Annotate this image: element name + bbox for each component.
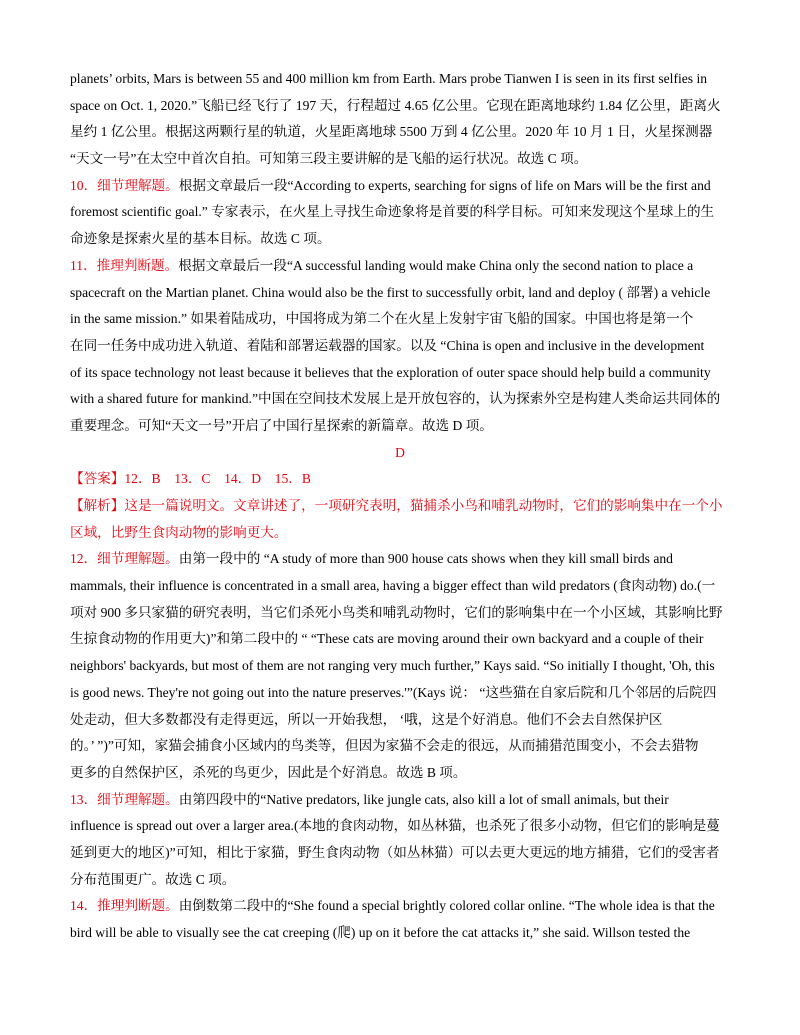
text-line [70, 146, 730, 173]
body-text: is good news. They're not going out into the nature preserves.'”(Kays 说： “这些猫在自家后院和几个邻居的后院四 [70, 684, 717, 700]
highlighted-text: 【解析】这是一篇说明文。文章讲述了，一项研究表明，猫捕杀小鸟和哺乳动物时，它们的影响集中在一个小 [70, 498, 723, 513]
text-line [70, 813, 730, 840]
body-text: 星约 1 亿公里。根据这两颗行星的轨道，火星距离地球 5500 万到 4 亿公里。2020 年 10 月 1 日，火星探测器 [70, 124, 713, 140]
text-line [70, 573, 730, 600]
text-line [70, 707, 730, 734]
body-text: spacecraft on the Martian planet. China would also be the first to successfully orbit, land and deploy ( 部署) a vehicle [70, 284, 711, 300]
text-line [70, 119, 730, 146]
text-line [70, 333, 730, 360]
highlighted-text: D [395, 444, 405, 460]
text-line [70, 93, 730, 120]
body-text: 处走动，但大多数都没有走得更远，所以一开始我想， ‘哦，这是个好消息。他们不会去自然保护区 [70, 711, 663, 727]
text-line [70, 280, 730, 307]
text-line [70, 386, 730, 413]
body-text: in the same mission.” 如果着陆成功，中国将成为第二个在火星上发射宇宙飞船的国家。中国也将是第一个 [70, 311, 694, 327]
text-line [70, 733, 730, 760]
text-line [70, 546, 730, 573]
text-line [70, 520, 730, 547]
text-line [70, 840, 730, 867]
text-line [70, 66, 730, 93]
text-line [70, 199, 730, 226]
body-text: 重要理念。可知“天文一号”开启了中国行星探索的新篇章。故选 D 项。 [70, 417, 493, 433]
highlighted-text: 10．细节理解题。 [70, 177, 179, 193]
body-text: 更多的自然保护区，杀死的鸟更少，因此是个好消息。故选 B 项。 [70, 764, 467, 780]
body-text: bird will be able to visually see the cat creeping (爬) up on it before the cat attacks it,” she said. Willson tested the [70, 925, 691, 940]
body-text: 由第一段中的 “A study of more than 900 house cats shows when they kill small birds and [178, 551, 673, 567]
body-text: 分布范围更广。故选 C 项。 [70, 871, 236, 887]
body-text: foremost scientific goal.” 专家表示，在火星上寻找生命迹象将是首要的科学目标。可知来发现这个星球上的生 [70, 204, 715, 220]
text-line [70, 600, 730, 627]
document-page [70, 66, 730, 947]
text-line [70, 440, 730, 467]
text-line [70, 626, 730, 653]
text-line [70, 493, 730, 520]
text-line [70, 787, 730, 814]
text-line [70, 413, 730, 440]
text-line [70, 893, 730, 920]
body-text: 在同一任务中成功进入轨道、着陆和部署运载器的国家。以及 “China is open and inclusive in the development [70, 337, 705, 353]
text-line [70, 226, 730, 253]
text-line [70, 306, 730, 333]
body-text: neighbors' backyards, but most of them are not ranging very much further,” Kays said. “So initially I thought, 'Oh, this [70, 658, 715, 674]
text-line [70, 920, 730, 947]
body-text: mammals, their influence is concentrated in a small area, having a bigger effect than wild predators (食肉动物) do.(一 [70, 578, 716, 594]
body-text: of its space technology not least because it believes that the exploration of outer space should help build a community [70, 364, 711, 380]
body-text: planets’ orbits, Mars is between 55 and 400 million km from Earth. Mars probe Tianwen I is seen in its first selfies in [70, 71, 708, 86]
text-line [70, 680, 730, 707]
highlighted-text: 11．推理判断题。 [70, 257, 179, 273]
highlighted-text: 12．细节理解题。 [70, 551, 179, 567]
body-text: 由倒数第二段中的“She found a special brightly colored collar online. “The whole idea is that the [178, 898, 715, 914]
body-text: 延到更大的地区)”可知，相比于家猫，野生食肉动物（如丛林猫）可以去更大更远的地方捕猎，它们的受害者 [70, 844, 720, 860]
highlighted-text: 【答案】12．B 13．C 14．D 15．B [70, 471, 311, 487]
body-text: with a shared future for mankind.”中国在空间技术发展上是开放包容的，认为探索外空是构建人类命运共同体的 [70, 391, 721, 407]
body-text: 项对 900 多只家猫的研究表明，当它们杀死小鸟类和哺乳动物时，它们的影响集中在一个小区域，其影响比野 [70, 604, 723, 620]
body-text: 命迹象是探索火星的基本目标。故选 C 项。 [70, 231, 331, 247]
text-line [70, 253, 730, 280]
text-line [70, 360, 730, 387]
body-text: “天文一号”在太空中首次自拍。可知第三段主要讲解的是飞船的运行状况。故选 C 项。 [70, 151, 588, 167]
body-text: 根据文章最后一段“According to experts, searching for signs of life on Mars will be the first and [178, 177, 711, 193]
text-line [70, 760, 730, 787]
body-text: influence is spread out over a larger area.(本地的食肉动物，如丛林猫，也杀死了很多小动物，但它们的影响是蔓 [70, 818, 720, 834]
highlighted-text: 区域，比野生食肉动物的影响更大。 [70, 524, 288, 540]
body-text: 生掠食动物的作用更大)”和第二段中的 “ “These cats are moving around their own backyard and a couple of their [70, 631, 704, 647]
body-text: 根据文章最后一段“A successful landing would make China only the second nation to place a [178, 257, 694, 273]
highlighted-text: 14．推理判断题。 [70, 898, 179, 914]
text-line [70, 867, 730, 894]
body-text: 的。’ ”)”可知，家猫会捕食小区域内的鸟类等，但因为家猫不会走的很远，从而捕猎范围变小，不会去猎物 [70, 738, 699, 754]
body-text: 由第四段中的“Native predators, like jungle cats, also kill a lot of small animals, but their [178, 791, 669, 807]
text-line [70, 173, 730, 200]
body-text: space on Oct. 1, 2020.”飞船已经飞行了 197 天，行程超过 4.65 亿公里。它现在距离地球约 1.84 亿公里，距离火 [70, 97, 721, 113]
text-line [70, 466, 730, 493]
text-line [70, 653, 730, 680]
highlighted-text: 13．细节理解题。 [70, 791, 179, 807]
